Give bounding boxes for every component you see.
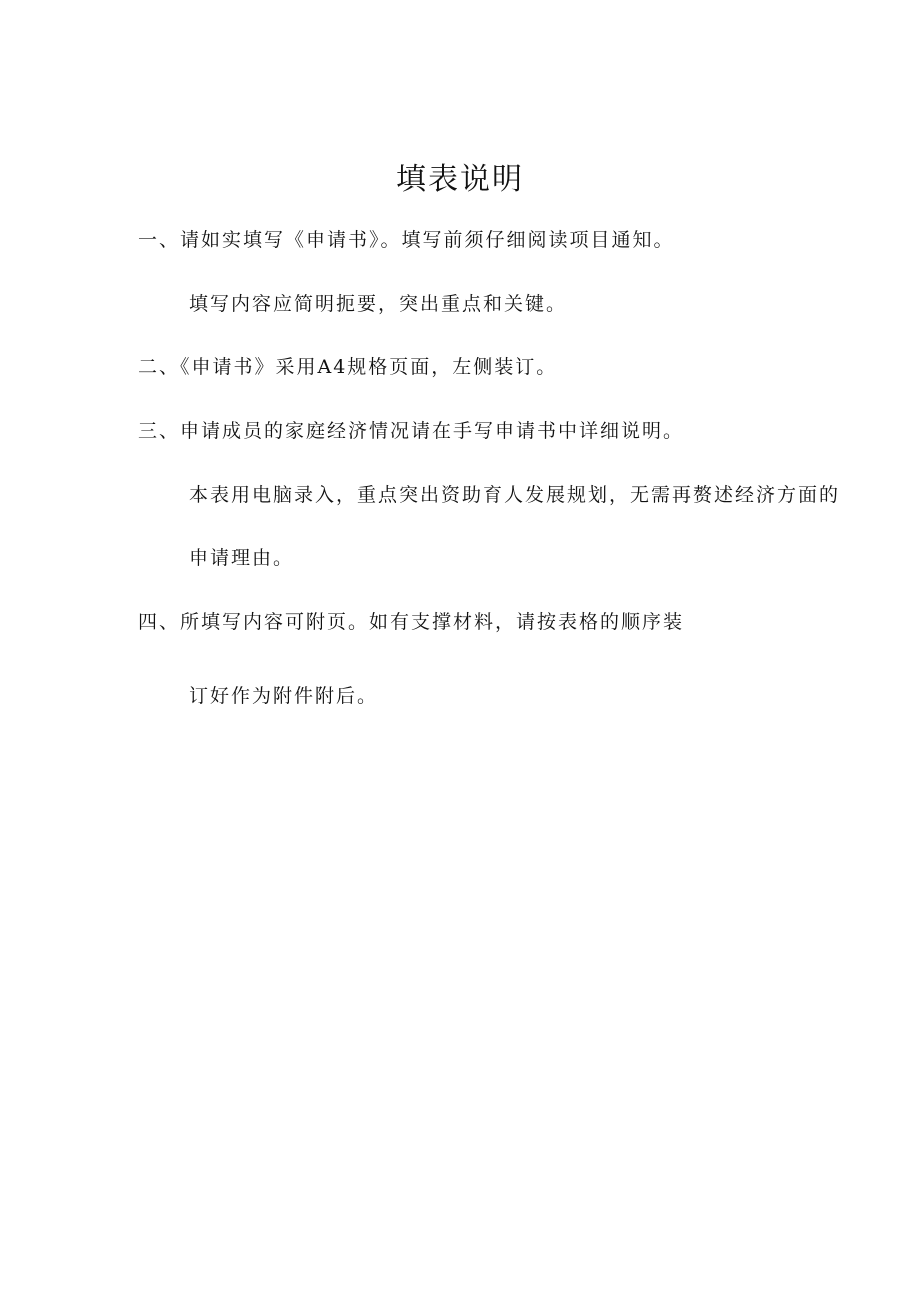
instruction-item-4-continuation: 订好作为附件附后。 [189,685,379,707]
instruction-item-3-continuation: 本表用电脑录入，重点突出资助育人发展规划，无需再赘述经济方面的 [189,484,841,506]
instruction-item-3: 三、申请成员的家庭经济情况请在手写申请书中详细说明。 [138,420,685,442]
instruction-item-4: 四、所填写内容可附页。如有支撑材料，请按表格的顺序装 [138,611,685,633]
page-title: 填表说明 [396,162,524,198]
instruction-item-2: 二、《申请书》采用A4规格页面，左侧装订。 [138,356,558,378]
instruction-item-1-continuation: 填写内容应简明扼要，突出重点和关键。 [189,293,568,315]
instruction-item-3-continuation-2: 申请理由。 [189,547,295,569]
instruction-item-1: 一、请如实填写《申请书》。填写前须仔细阅读项目通知。 [138,229,675,251]
